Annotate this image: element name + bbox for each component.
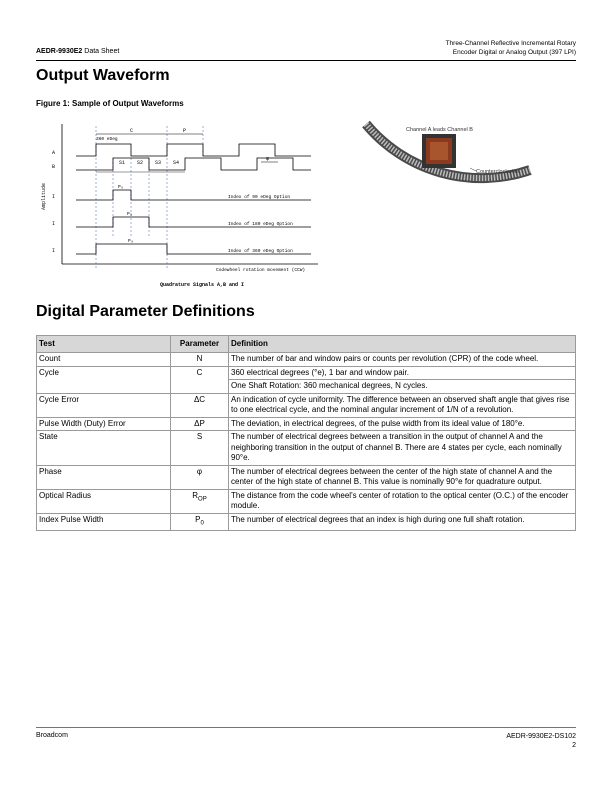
cell-test: Count (37, 353, 171, 367)
col-header-test: Test (37, 336, 171, 353)
table-row (37, 489, 576, 513)
sensor-label-channel-lead: Channel A leads Channel B (406, 127, 473, 133)
cell-test: Cycle Error (37, 393, 171, 417)
param-symbol: P (195, 514, 201, 524)
footer-info (506, 732, 576, 750)
cell-param: φ (171, 465, 229, 489)
index-360-label: Index of 360 eDeg Option (228, 249, 293, 254)
footer-rule (36, 727, 576, 728)
header-title-line2: Encoder Digital or Analog Output (397 LPI) (452, 49, 576, 56)
index-180-p0: P₀ (127, 212, 133, 217)
header-doc-title (36, 48, 119, 55)
cell-param: ΔC (171, 393, 229, 417)
section-title-output-waveform: Output Waveform (36, 67, 170, 84)
label-c: C (130, 128, 134, 134)
table-row (37, 431, 576, 466)
cell-def (229, 366, 576, 393)
cell-def: The deviation, in electrical degrees, of the pulse width from its ideal value of 180°e. (229, 417, 576, 431)
index-360-p0: P₀ (128, 239, 134, 244)
param-symbol: R (192, 490, 199, 500)
section-title-digital-parameters: Digital Parameter Definitions (36, 303, 255, 320)
state-s1: S1 (119, 160, 126, 166)
channel-label-i-360: I (52, 248, 56, 254)
cell-param: N (171, 353, 229, 367)
sensor-label-counterclockwise: Counterclockwise (476, 169, 520, 175)
cell-def-line2: One Shaft Rotation: 360 mechanical degrees, N cycles. (231, 381, 428, 390)
channel-label-a: A (52, 150, 56, 156)
cell-test: Phase (37, 465, 171, 489)
footer-doc-number: AEDR-9930E2-DS102 (506, 733, 576, 740)
cell-param: C (171, 366, 229, 393)
waveform-bottom-caption: Quadrature Signals A,B and I (160, 282, 245, 288)
channel-label-i-90: I (52, 194, 56, 200)
cell-def: The number of electrical degrees between a transition in the output of channel A and the neighboring transition in the output of channel B. There are 4 states per cycle, each nominally 90°e. (229, 431, 576, 466)
x-axis-label: Codewheel rotation movement (CCW) (216, 268, 306, 273)
parameter-table (36, 335, 576, 531)
table-row (37, 366, 576, 393)
sensor-illustration (360, 118, 540, 188)
table-row (37, 513, 576, 530)
label-p: P (183, 128, 187, 134)
table-row (37, 417, 576, 431)
label-360-edeg: 360 eDeg (96, 137, 118, 142)
table-header-row (37, 336, 576, 353)
header-doc-suffix: Data Sheet (84, 48, 120, 55)
cell-test: Pulse Width (Duty) Error (37, 417, 171, 431)
index-180-label: Index of 180 eDeg Option (228, 222, 293, 227)
waveform-diagram (36, 118, 322, 290)
cell-def: An indication of cycle uniformity. The difference between an observed shaft angle that gives rise to one electrical cycle, and the nominal angular increment of 1/N of a revolution. (229, 393, 576, 417)
channel-b-waveform (76, 158, 311, 170)
index-90-p0: P₀ (118, 185, 124, 190)
cell-param: ΔP (171, 417, 229, 431)
cell-test: Cycle (37, 366, 171, 393)
cell-test: Index Pulse Width (37, 513, 171, 530)
cell-def: The distance from the code wheel's center of rotation to the optical center (O.C.) of the encoder module. (229, 489, 576, 513)
cell-def: The number of electrical degrees between the center of the high state of channel A and the center of the high state of channel B. This value is nominally 90°e for quadrature output. (229, 465, 576, 489)
param-subscript: OP (198, 496, 207, 503)
table-row (37, 393, 576, 417)
index-90-label: Index of 90 eDeg Option (228, 195, 291, 200)
table-row (37, 465, 576, 489)
param-subscript: 0 (200, 520, 204, 527)
state-s4: S4 (173, 160, 180, 166)
cell-def: The number of bar and window pairs or counts per revolution (CPR) of the code wheel. (229, 353, 576, 367)
channel-a-waveform (76, 144, 311, 156)
header-doc-id: AEDR-9930E2 (36, 48, 83, 55)
cell-param (171, 489, 229, 513)
header-rule (36, 60, 576, 61)
sensor-window (430, 142, 448, 160)
figure-caption: Figure 1: Sample of Output Waveforms (36, 99, 184, 108)
footer-page-number: 2 (572, 742, 576, 749)
header-product-title (446, 39, 576, 57)
cell-param: S (171, 431, 229, 466)
col-header-parameter: Parameter (171, 336, 229, 353)
cell-def: The number of electrical degrees that an index is high during one full shaft rotation. (229, 513, 576, 530)
col-header-definition: Definition (229, 336, 576, 353)
cell-test: Optical Radius (37, 489, 171, 513)
state-s3: S3 (155, 160, 162, 166)
footer-company: Broadcom (36, 732, 68, 739)
header-title-line1: Three-Channel Reflective Incremental Rotary (445, 40, 576, 47)
state-s2: S2 (137, 160, 144, 166)
guide-lines (96, 126, 203, 268)
label-phase: φ (266, 156, 270, 162)
table-row (37, 353, 576, 367)
cell-param (171, 513, 229, 530)
channel-label-i-180: I (52, 221, 56, 227)
y-axis-label: Amplitude (41, 182, 47, 210)
channel-label-b: B (52, 164, 56, 170)
cell-def-line1: 360 electrical degrees (°e), 1 bar and window pair. (229, 367, 575, 381)
cell-test: State (37, 431, 171, 466)
